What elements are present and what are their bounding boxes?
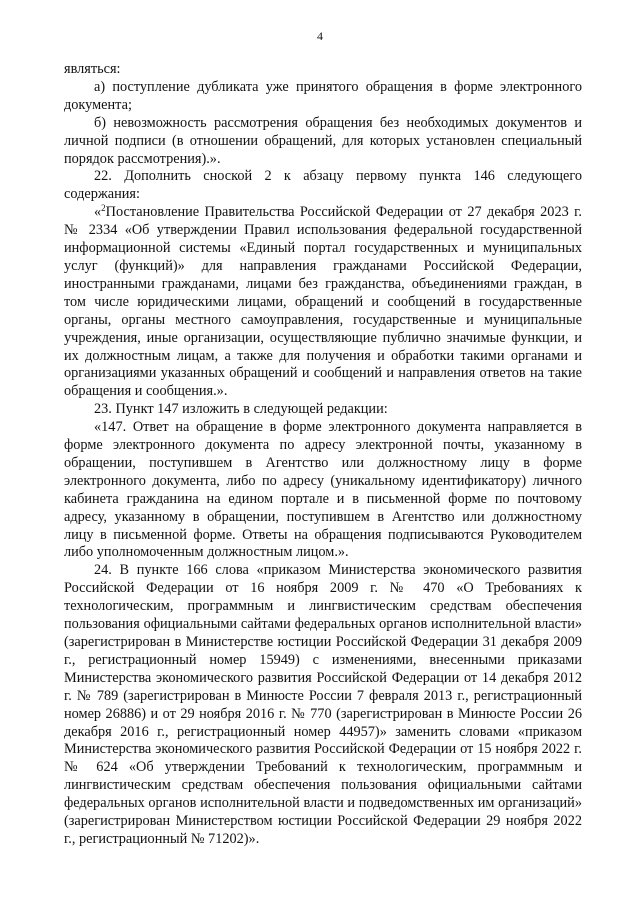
footnote-marker: 2 (101, 203, 106, 214)
document-body (64, 61, 582, 849)
footnote-text: Постановление Правительства Российской Федерации от 27 декабря 2023 г. № 2334 «Об утверждении Правил использования федеральной государственной информационной системы «Единый портал государственных и муниципальных услуг (функций)» для направления гражданами Российской Федерации, иностранными гражданами, лицами без гражданства, объединениями граждан, в том числе юридическими лицами, обращений и сообщений в государственные органы, органы местного самоуправления, государственные и муниципальные учреждения, иные организации, осуществляющие публично значимые функции, и их должностным лицам, а также для получения и обработки такими органами и организациями указанных обращений и сообщений и направления ответов на такие обращения и сообщения.». (64, 204, 582, 400)
paragraph-continuation: являться: (64, 61, 121, 77)
quote-mark: « (94, 204, 102, 221)
paragraph-item-b: б) невозможность рассмотрения обращения без необходимых документов и личной подписи (в отношении обращений, для которых установлен специальный порядок рассмотрения).». (64, 114, 582, 167)
paragraph-147: «147. Ответ на обращение в форме электронного документа направляется в форме электронного документа по адресу электронной почты, указанному в обращении, поступившем в Агентство или должностному лицу в форме электронного документа, либо по адресу (уникальному идентификатору) личного кабинета гражданина на едином портале и в письменной форме по почтовому адресу, указанному в обращении, поступившем в Агентство или должностному лицу в письменной форме. Ответы на обращения подписываются Руководителем либо уполномоченным должностным лицом.». (64, 419, 582, 561)
paragraph-23: 23. Пункт 147 изложить в следующей редакции: (94, 401, 388, 418)
paragraph-22: 22. Дополнить сноской 2 к абзацу первому пункта 146 следующего содержания: (64, 168, 582, 203)
paragraph-footnote-2 (64, 204, 582, 401)
page-number: 4 (317, 29, 323, 43)
paragraph-24: 24. В пункте 166 слова «приказом Министерства экономического развития Российской Федерации от 16 ноября 2009 г. № 470 «О Требованиях к технологическим, программным и лингвистическим средствам обеспечения пользования официальными сайтами федеральных органов исполнительной власти» (зарегистрирован в Министерстве юстиции Российской Федерации 31 декабря 2009 г., регистрационный номер 15949) с изменениями, внесенными приказами Министерства экономического развития Российской Федерации от 14 декабря 2012 г. № 789 (зарегистрирован в Минюсте России 7 февраля 2013 г., регистрационный номер 26886) и от 29 ноября 2016 г. № 770 (зарегистрирован в Минюсте России 26 декабря 2016 г., регистрационный номер 44957)» заменить словами «приказом Министерства экономического развития Российской Федерации от 15 ноября 2022 г. № 624 «Об утверждении Требований к технологическим, программным и лингвистическим средствам обеспечения пользования официальными сайтами федеральных органов исполнительной власти и подведомственных им организаций» (зарегистрирован Министерством юстиции Российской Федерации 29 ноября 2022 г., регистрационный № 71202)». (64, 562, 582, 847)
paragraph-item-a: а) поступление дубликата уже принятого обращения в форме электронного документа; (64, 78, 582, 113)
